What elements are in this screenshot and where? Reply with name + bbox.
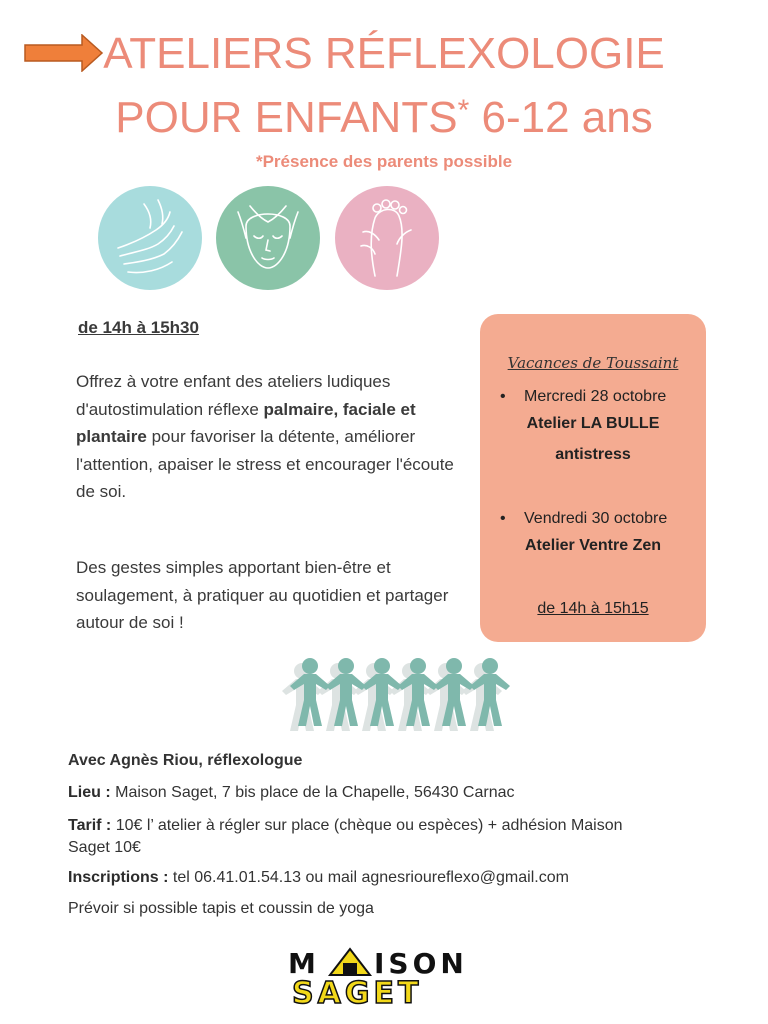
event-2-day: Vendredi 30 octobre: [524, 510, 668, 527]
maison-saget-logo: [288, 945, 488, 1007]
event-1-day: Mercredi 28 octobre: [524, 388, 667, 405]
registration-value: tel 06.41.01.54.13 ou mail agnesrioureflexo@gmail.com: [168, 869, 569, 886]
event-2: [480, 510, 706, 561]
bullet: •: [500, 510, 506, 527]
location-value: Maison Saget, 7 bis place de la Chapelle, 56430 Carnac: [110, 784, 515, 801]
logo-m: M: [288, 947, 316, 980]
logo-saget: SAGET: [292, 976, 423, 1007]
title-main: POUR ENFANTS: [115, 93, 458, 142]
title-line-2: [0, 93, 768, 142]
event-2-name: Atelier Ventre Zen: [524, 537, 662, 554]
bullet: •: [500, 388, 506, 405]
price-line: [68, 815, 668, 859]
description-bold: palmaire, faciale et plantaire: [76, 399, 416, 446]
location-line: [68, 784, 728, 802]
event-1-name-line-2: antistress: [555, 446, 631, 463]
holiday-box: [480, 314, 706, 642]
hand-massage-icon: [98, 186, 202, 290]
event-1: [480, 388, 706, 470]
parents-note: *Présence des parents possible: [255, 152, 513, 171]
registration-label: Inscriptions :: [68, 869, 169, 886]
event-1-name-line-1: Atelier LA BULLE: [526, 415, 660, 432]
holiday-hours: de 14h à 15h15: [537, 600, 649, 617]
description-paragraph-1: Offrez à votre enfant des ateliers ludiques d'autostimulation réflexe palmaire, faciale et plantaire pour favoriser la détente, améliorer l'attention, apaiser le stress et encourager l'écoute de soi.: [76, 372, 454, 501]
description-paragraph-2: Des gestes simples apportant bien-être et soulagement, à pratiquer au quotidien et partager autour de soi !: [76, 558, 449, 632]
title-age: 6-12 ans: [469, 93, 653, 142]
paper-chain-children-icon: [272, 656, 522, 732]
title-asterisk: *: [457, 94, 470, 127]
equipment-note: Prévoir si possible tapis et coussin de yoga: [68, 900, 374, 917]
foot-massage-icon: [335, 186, 439, 290]
face-massage-icon: [216, 186, 320, 290]
holiday-period: Vacances de Toussaint: [507, 354, 679, 372]
title-line-1: ATELIERS RÉFLEXOLOGIE: [103, 29, 665, 78]
registration-line: [68, 869, 728, 887]
facilitator: Avec Agnès Riou, réflexologue: [68, 752, 303, 769]
logo-ison: ISON: [374, 947, 468, 980]
session-hours: de 14h à 15h30: [78, 318, 199, 337]
price-value: 10€ l’ atelier à régler sur place (chèque ou espèces) + adhésion Maison Saget 10€: [68, 817, 623, 856]
location-label: Lieu :: [68, 784, 111, 801]
price-label: Tarif :: [68, 817, 112, 834]
